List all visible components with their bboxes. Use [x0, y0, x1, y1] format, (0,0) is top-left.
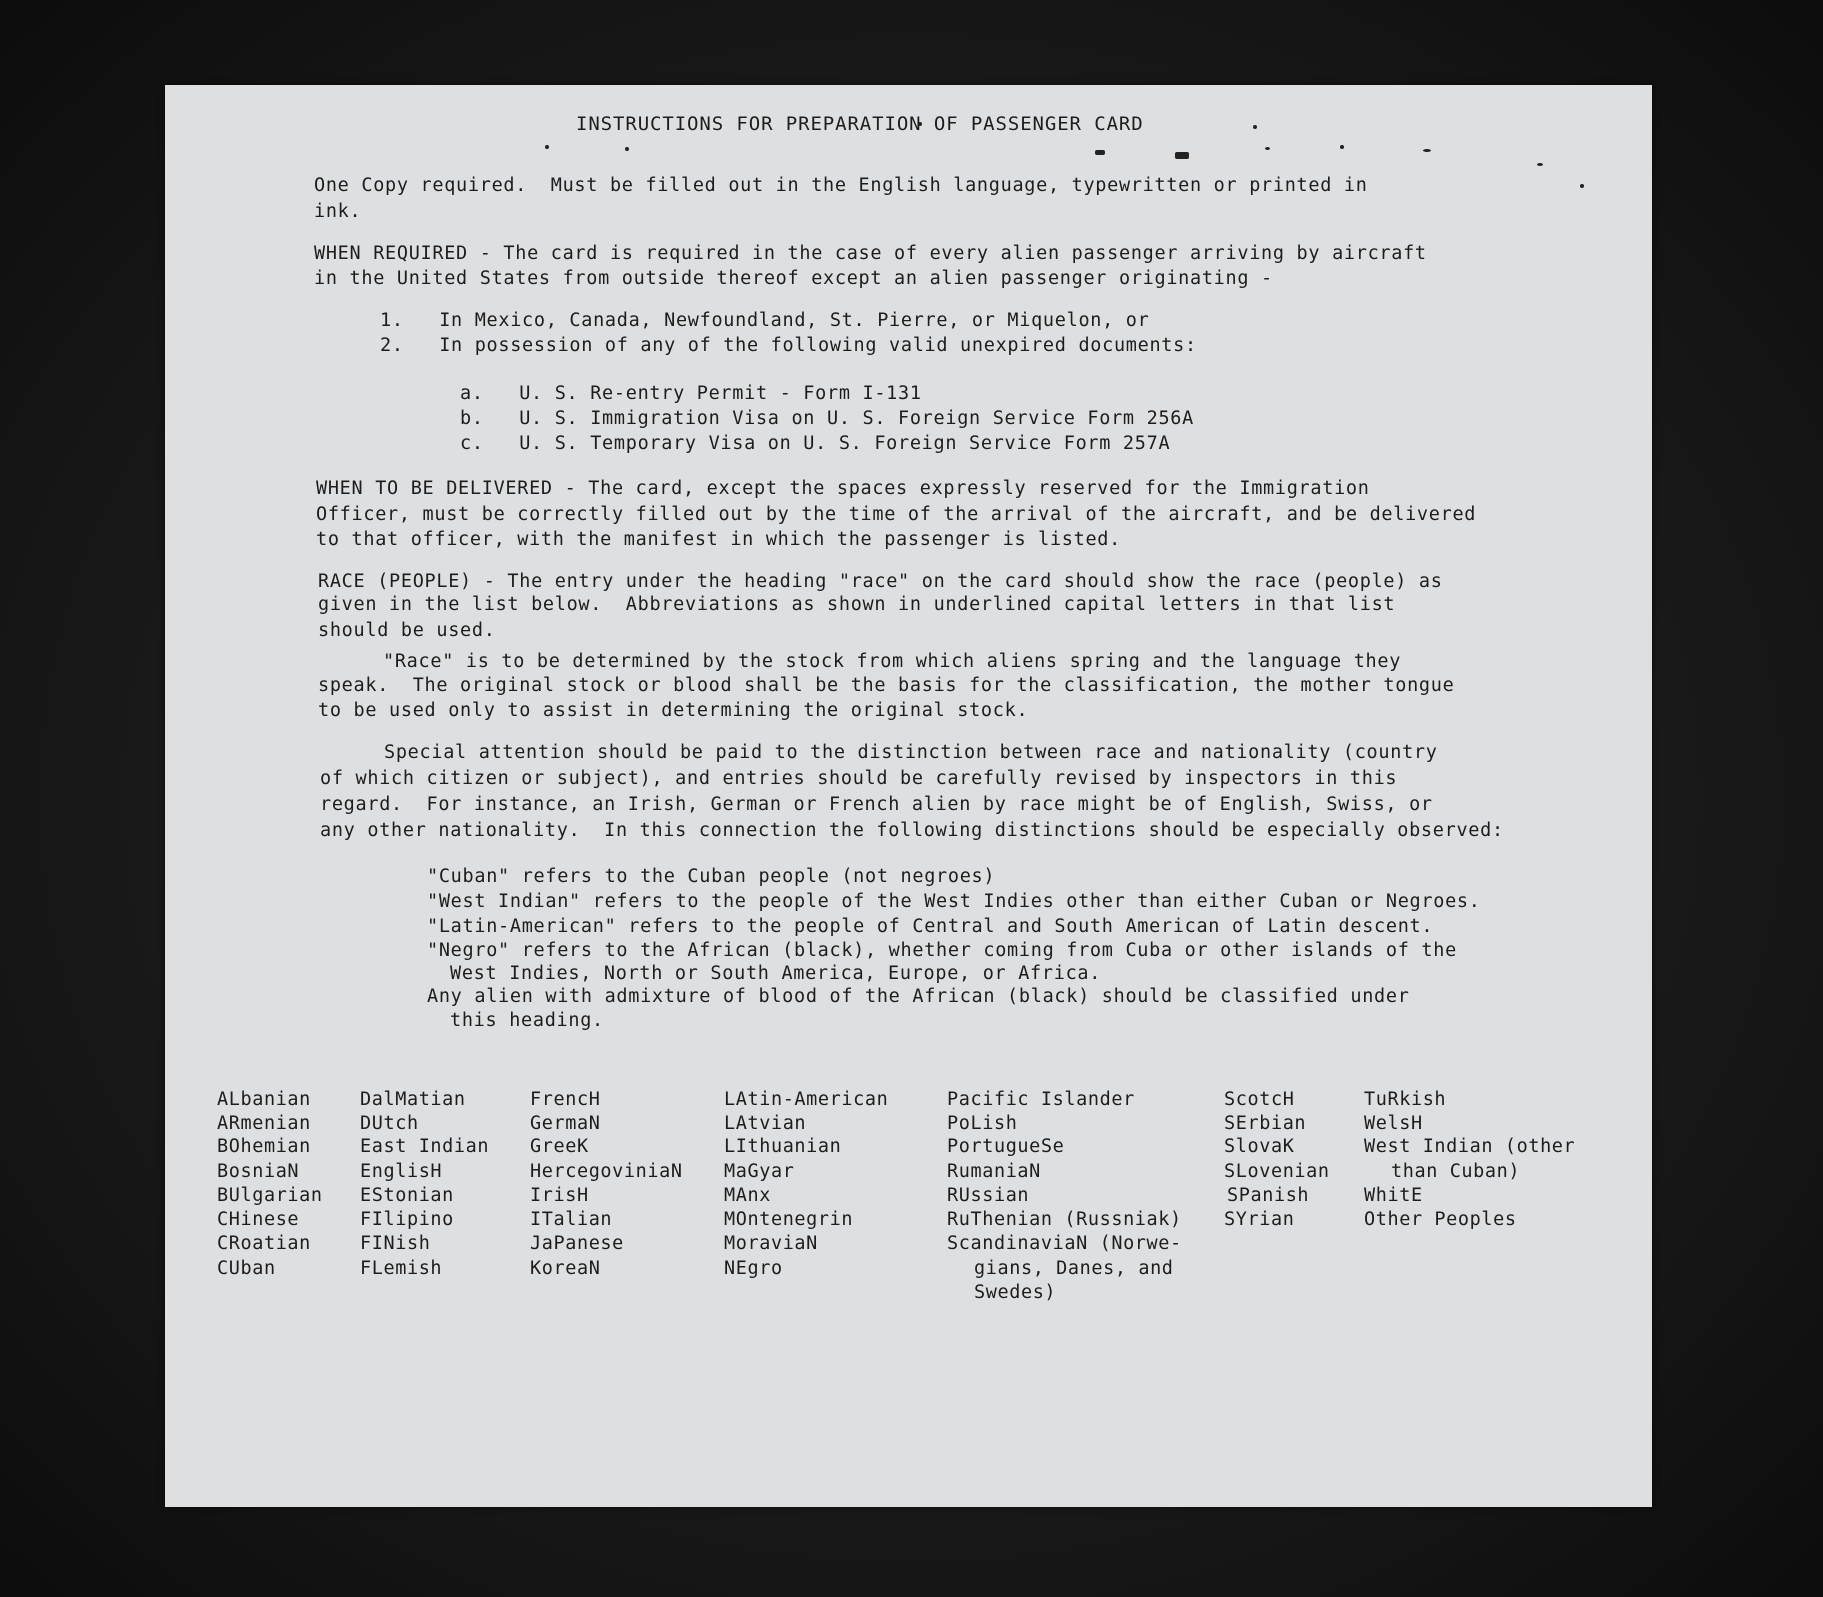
paragraph-line: Officer, must be correctly filled out by the time of the arrival of the aircraft, and be delivered — [316, 504, 1477, 525]
paragraph-line: ink. — [314, 201, 362, 222]
paragraph-line: to be used only to assist in determining the original stock. — [318, 700, 1029, 721]
race-item: SlovaK — [1224, 1136, 1295, 1157]
race-item: FINish — [360, 1233, 431, 1254]
distinction-line: "Latin-American" refers to the people of Central and South American of Latin descent. — [427, 916, 1434, 937]
race-item: MoraviaN — [724, 1233, 818, 1254]
scan-speck — [1095, 150, 1105, 155]
race-item: TuRkish — [1364, 1089, 1447, 1110]
sub-list-item: b. U. S. Immigration Visa on U. S. Foreign Service Form 256A — [460, 408, 1194, 429]
race-item: MaGyar — [724, 1161, 795, 1182]
scan-speck — [545, 145, 549, 149]
document-title: INSTRUCTIONS FOR PREPARATION OF PASSENGER CARD — [576, 113, 1144, 135]
race-item: ScandinaviaN (Norwe- — [947, 1233, 1182, 1254]
list-item: 2. In possession of any of the following valid unexpired documents: — [380, 335, 1197, 356]
paragraph-line: in the United States from outside thereof except an alien passenger originating - — [314, 268, 1273, 289]
race-item: HercegoviniaN — [530, 1161, 683, 1182]
scan-speck — [1580, 184, 1584, 188]
race-item: ARmenian — [217, 1113, 311, 1134]
paragraph-line: WHEN TO BE DELIVERED - The card, except the spaces expressly reserved for the Immigration — [316, 478, 1370, 499]
race-item: FLemish — [360, 1258, 443, 1279]
paragraph-line: "Race" is to be determined by the stock from which aliens spring and the language they — [383, 651, 1402, 672]
scan-speck — [1537, 163, 1543, 166]
race-item: RUssian — [947, 1185, 1030, 1206]
race-item: RuThenian (Russniak) — [947, 1209, 1182, 1230]
race-item: JaPanese — [530, 1233, 624, 1254]
race-list — [217, 1091, 1647, 1331]
race-item: CRoatian — [217, 1233, 311, 1254]
distinction-line: "Negro" refers to the African (black), whether coming from Cuba or other islands of the — [427, 940, 1457, 961]
race-item: IrisH — [530, 1185, 589, 1206]
race-item: EnglisH — [360, 1161, 443, 1182]
race-item: East Indian — [360, 1136, 490, 1157]
race-item: PortugueSe — [947, 1136, 1065, 1157]
race-item: NEgro — [724, 1258, 783, 1279]
paragraph-line: to that officer, with the manifest in which the passenger is listed. — [316, 529, 1121, 550]
sub-list-item: c. U. S. Temporary Visa on U. S. Foreign Service Form 257A — [460, 433, 1171, 454]
race-item: ALbanian — [217, 1089, 311, 1110]
race-item: CHinese — [217, 1209, 300, 1230]
race-item: FIlipino — [360, 1209, 454, 1230]
paragraph-line: RACE (PEOPLE) - The entry under the heading "race" on the card should show the race (people) as — [318, 571, 1443, 592]
race-item: FrencH — [530, 1089, 601, 1110]
race-item: MAnx — [724, 1185, 771, 1206]
race-item: GermaN — [530, 1113, 601, 1134]
race-item: MOntenegrin — [724, 1209, 854, 1230]
race-item: West Indian (other — [1364, 1136, 1576, 1157]
race-item: RumaniaN — [947, 1161, 1041, 1182]
list-item: 1. In Mexico, Canada, Newfoundland, St. Pierre, or Miquelon, or — [380, 310, 1150, 331]
paragraph-line: Special attention should be paid to the distinction between race and nationality (country — [384, 742, 1438, 763]
distinction-line: this heading. — [450, 1010, 604, 1031]
paragraph-line: regard. For instance, an Irish, German or French alien by race might be of English, Swiss, or — [320, 794, 1433, 815]
race-item: SErbian — [1224, 1113, 1307, 1134]
race-item: SPanish — [1227, 1185, 1310, 1206]
race-item: SYrian — [1224, 1209, 1295, 1230]
paragraph-line: speak. The original stock or blood shall be the basis for the classification, the mother tongue — [318, 675, 1455, 696]
race-item: BOhemian — [217, 1136, 311, 1157]
paragraph-line: of which citizen or subject), and entries should be carefully revised by inspectors in this — [320, 768, 1398, 789]
race-item: ITalian — [530, 1209, 613, 1230]
race-item: than Cuban) — [1391, 1161, 1521, 1182]
race-item: LIthuanian — [724, 1136, 842, 1157]
scan-speck — [625, 147, 629, 151]
race-item: LAtvian — [724, 1113, 807, 1134]
paragraph-line: should be used. — [318, 620, 496, 641]
scan-speck — [1265, 147, 1270, 150]
race-item: EStonian — [360, 1185, 454, 1206]
race-item: LAtin-American — [724, 1089, 889, 1110]
scan-speck — [1423, 149, 1431, 152]
race-item: ScotcH — [1224, 1089, 1295, 1110]
race-item: SLovenian — [1224, 1161, 1330, 1182]
distinction-line: Any alien with admixture of blood of the African (black) should be classified under — [427, 986, 1410, 1007]
race-item: WelsH — [1364, 1113, 1423, 1134]
race-item: Other Peoples — [1364, 1209, 1517, 1230]
race-item: BosniaN — [217, 1161, 300, 1182]
race-item: gians, Danes, and — [974, 1258, 1174, 1279]
race-item: Pacific Islander — [947, 1089, 1135, 1110]
paragraph-line: One Copy required. Must be filled out in the English language, typewritten or printed in — [314, 175, 1368, 196]
paragraph-line: given in the list below. Abbreviations as shown in underlined capital letters in that list — [318, 594, 1396, 615]
scan-speck — [1253, 125, 1257, 129]
race-item: Swedes) — [974, 1282, 1057, 1303]
race-item: DalMatian — [360, 1089, 466, 1110]
distinction-line: "Cuban" refers to the Cuban people (not negroes) — [427, 866, 996, 887]
document-page — [165, 85, 1652, 1507]
race-item: PoLish — [947, 1113, 1018, 1134]
sub-list-item: a. U. S. Re-entry Permit - Form I-131 — [460, 383, 922, 404]
paragraph-line: WHEN REQUIRED - The card is required in the case of every alien passenger arriving by aircraft — [314, 243, 1427, 264]
scan-speck — [1175, 152, 1189, 159]
paragraph-line: any other nationality. In this connection the following distinctions should be especially observed: — [320, 820, 1504, 841]
distinction-line: West Indies, North or South America, Europe, or Africa. — [450, 963, 1102, 984]
race-item: WhitE — [1364, 1185, 1423, 1206]
race-item: BUlgarian — [217, 1185, 323, 1206]
scan-speck — [1340, 145, 1344, 149]
race-item: KoreaN — [530, 1258, 601, 1279]
race-item: DUtch — [360, 1113, 419, 1134]
race-item: GreeK — [530, 1136, 589, 1157]
distinction-line: "West Indian" refers to the people of the West Indies other than either Cuban or Negroes. — [427, 891, 1481, 912]
race-item: CUban — [217, 1258, 276, 1279]
